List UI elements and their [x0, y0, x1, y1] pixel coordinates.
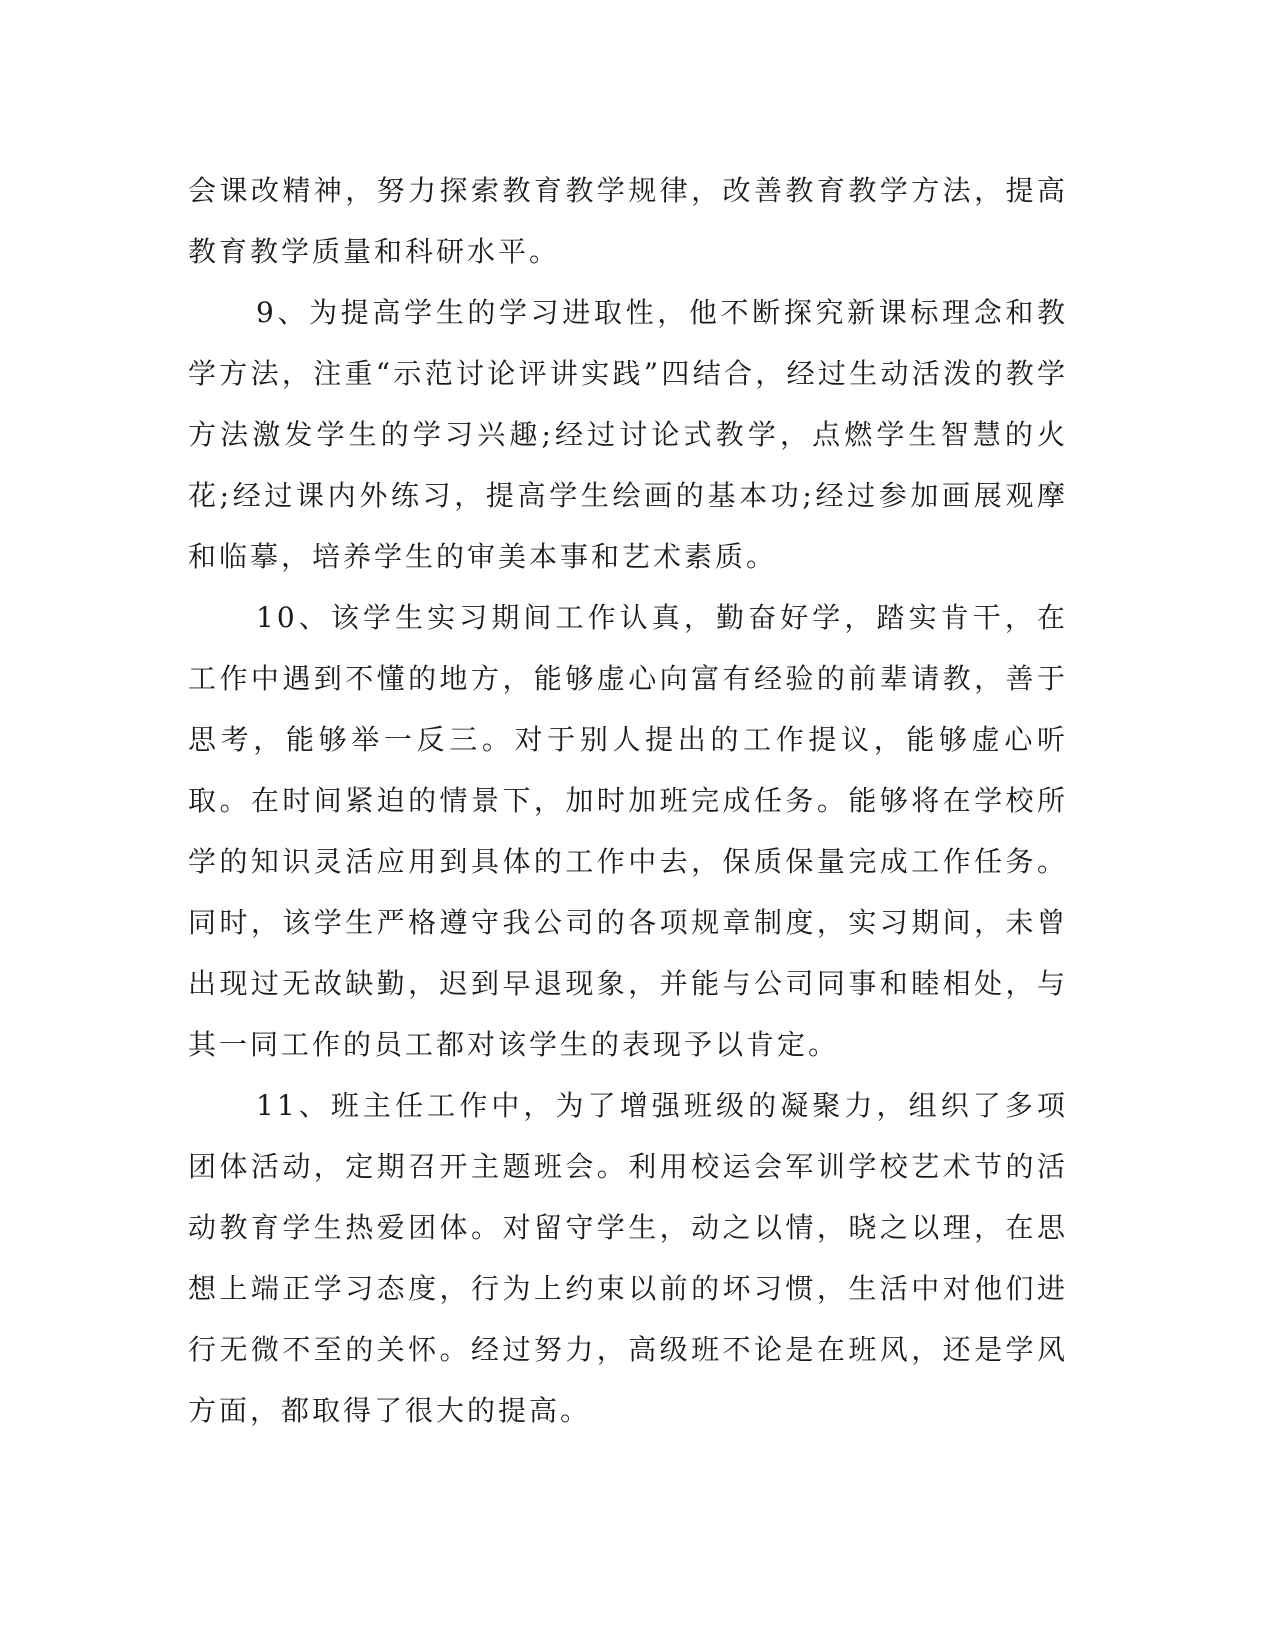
- paragraph-item-10: 10、该学生实习期间工作认真，勤奋好学，踏实肯干，在工作中遇到不懂的地方，能够虚心向富有经验的前辈请教，善于思考，能够举一反三。对于别人提出的工作提议，能够虚心听取。在时间紧迫的情景下，加时加班完成任务。能够将在学校所学的知识灵活应用到具体的工作中去，保质保量完成工作任务。同时，该学生严格遵守我公司的各项规章制度，实习期间，未曾出现过无故缺勤，迟到早退现象，并能与公司同事和睦相处，与其一同工作的员工都对该学生的表现予以肯定。: [188, 601, 1068, 1061]
- body-text: [188, 160, 1068, 1441]
- paragraph-item-11: 11、班主任工作中，为了增强班级的凝聚力，组织了多项团体活动，定期召开主题班会。利用校运会军训学校艺术节的活动教育学生热爱团体。对留守学生，动之以情，晓之以理，在思想上端正学习态度，行为上约束以前的坏习惯，生活中对他们进行无微不至的关怀。经过努力，高级班不论是在班风，还是学风方面，都取得了很大的提高。: [188, 1089, 1068, 1427]
- paragraph-continuation: 会课改精神，努力探索教育教学规律，改善教育教学方法，提高教育教学质量和科研水平。: [188, 174, 1068, 268]
- paragraph-item-9: 9、为提高学生的学习进取性，他不断探究新课标理念和教学方法，注重“示范讨论评讲实践”四结合，经过生动活泼的教学方法激发学生的学习兴趣;经过讨论式教学，点燃学生智慧的火花;经过课内外练习，提高学生绘画的基本功;经过参加画展观摩和临摹，培养学生的审美本事和艺术素质。: [188, 296, 1068, 573]
